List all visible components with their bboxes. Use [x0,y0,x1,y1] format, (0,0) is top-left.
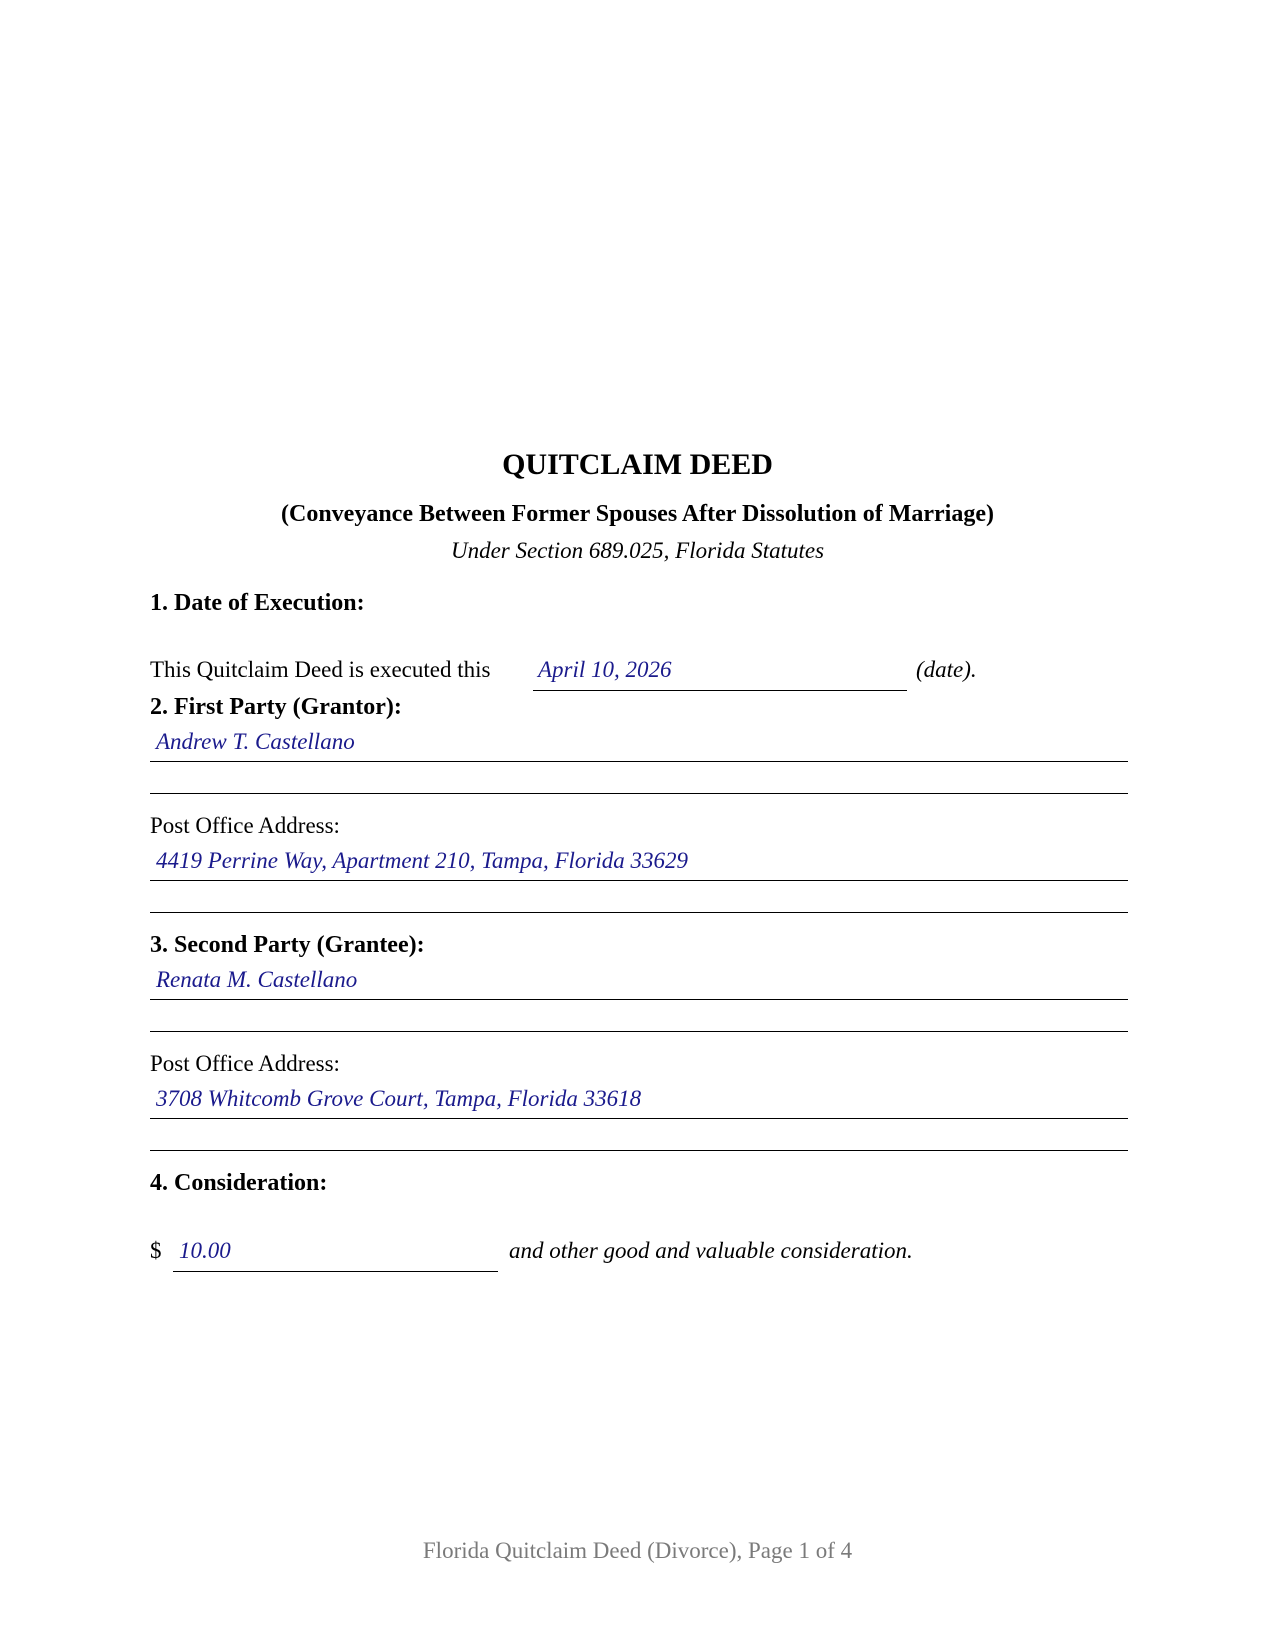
currency-symbol: $ [150,1238,162,1263]
grantee-name-field[interactable]: Renata M. Castellano [156,967,358,992]
section-1-heading: 1. Date of Execution: [150,590,365,616]
document-subtitle: (Conveyance Between Former Spouses After Dissolution of Marriage) [281,501,994,527]
grantee-name-line-2 [150,1031,1128,1032]
section-4-heading: 4. Consideration: [150,1170,328,1196]
grantee-address-line-2 [150,1150,1128,1151]
grantee-address-label: Post Office Address: [150,1051,340,1076]
consideration-amount-field[interactable]: 10.00 [179,1238,231,1263]
section-2-heading: 2. First Party (Grantor): [150,694,402,720]
execution-date-line [533,690,907,691]
grantor-name-field[interactable]: Andrew T. Castellano [156,729,355,754]
grantee-address-field[interactable]: 3708 Whitcomb Grove Court, Tampa, Florida 33618 [156,1086,642,1111]
execution-date-field[interactable]: April 10, 2026 [538,657,672,682]
grantor-name-line [150,761,1128,762]
document-title: QUITCLAIM DEED [502,448,773,481]
statute-reference: Under Section 689.025, Florida Statutes [450,538,825,563]
consideration-amount-line [173,1271,498,1272]
grantee-name-line [150,999,1128,1000]
section-3-heading: 3. Second Party (Grantee): [150,932,425,958]
grantor-address-field[interactable]: 4419 Perrine Way, Apartment 210, Tampa, Florida 33629 [156,848,688,873]
grantor-address-label: Post Office Address: [150,813,340,838]
execution-lead-text: This Quitclaim Deed is executed this [150,657,491,682]
grantor-address-line [150,880,1128,881]
grantee-address-line [150,1118,1128,1119]
date-suffix-label: (date). [916,657,977,682]
page-footer: Florida Quitclaim Deed (Divorce), Page 1 of 4 [422,1538,853,1563]
grantor-name-line-2 [150,793,1128,794]
consideration-suffix: and other good and valuable consideration. [509,1238,913,1263]
grantor-address-line-2 [150,912,1128,913]
